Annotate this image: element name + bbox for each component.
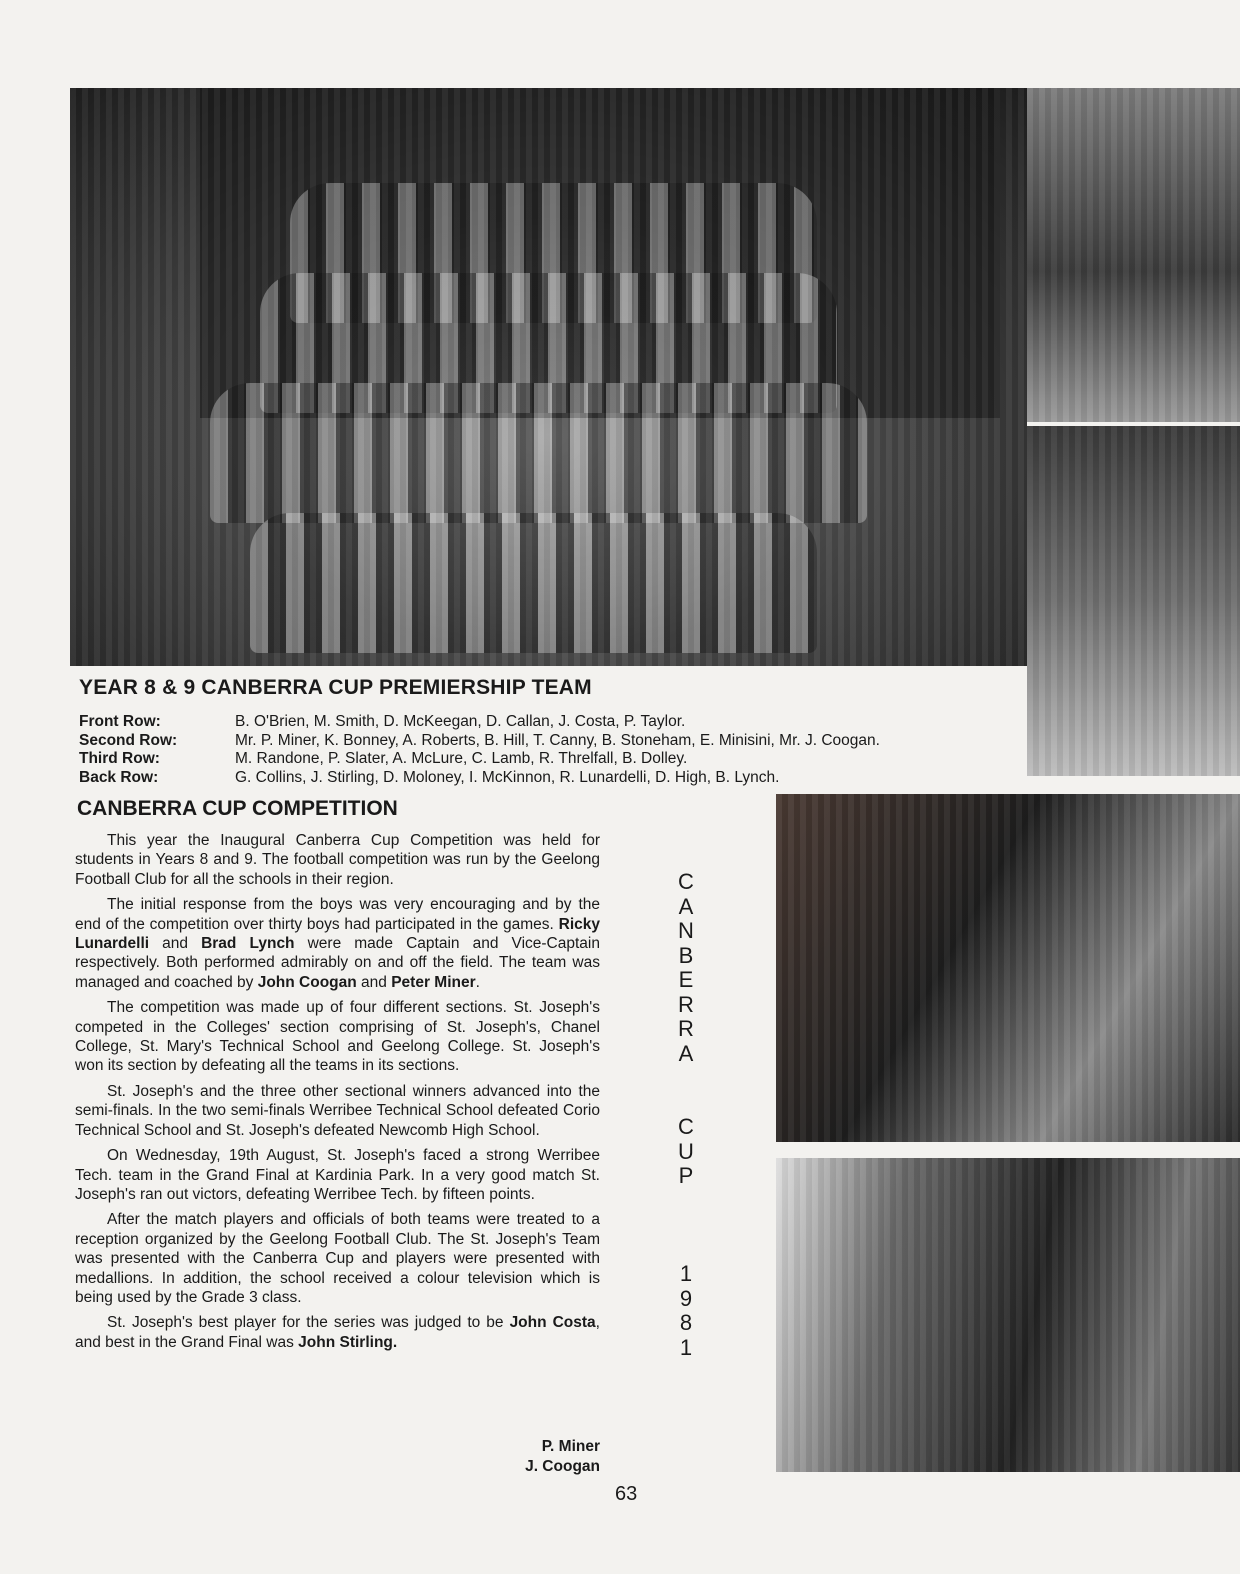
team-photo bbox=[70, 88, 1027, 666]
vertical-title bbox=[672, 870, 700, 1360]
row-label: Second Row: bbox=[79, 731, 178, 749]
title-letter: A bbox=[678, 893, 694, 919]
row-front bbox=[79, 713, 880, 732]
article-paragraph: On Wednesday, 19th August, St. Joseph's faced a strong Werribee Tech. team in the Grand Final at Kardinia Park. In a very good match St. Joseph's ran out victors, defeating Werribee Tech. by fifteen points. bbox=[75, 1147, 600, 1203]
page-number: 63 bbox=[615, 1483, 638, 1505]
row-names: B. O'Brien, M. Smith, D. McKeegan, D. Callan, J. Costa, P. Taylor. bbox=[235, 713, 686, 730]
row-names: Mr. P. Miner, K. Bonney, A. Roberts, B. Hill, T. Canny, B. Stoneham, E. Minisini, Mr. J. Coogan. bbox=[235, 731, 880, 749]
name-bold: Brad Lynch bbox=[201, 935, 295, 953]
article-heading: CANBERRA CUP COMPETITION bbox=[77, 797, 398, 820]
title-gap bbox=[672, 1091, 700, 1116]
title-letter: E bbox=[678, 967, 694, 992]
title-letter: N bbox=[678, 918, 694, 943]
row-third bbox=[79, 750, 880, 769]
crowd-photo-top bbox=[1027, 88, 1240, 422]
team-banner bbox=[200, 88, 1000, 418]
name-bold: John Costa bbox=[509, 1314, 596, 1332]
player-row-back bbox=[290, 183, 817, 323]
title-digit: 9 bbox=[679, 1285, 693, 1311]
author-name: P. Miner bbox=[541, 1438, 600, 1455]
title-letter: B bbox=[678, 942, 694, 968]
article-paragraph: After the match players and officials of both teams were treated to a reception organized by the Geelong Football Club. The St. Joseph's Team was presented with the Canberra Cup and players were presented with medallions. In addition, the school received a colour television which is being used by the Grade 3 class. bbox=[75, 1211, 600, 1306]
author-name: J. Coogan bbox=[525, 1457, 600, 1475]
text: St. Joseph's best player for the series was judged to be bbox=[107, 1314, 510, 1332]
row-label: Back Row: bbox=[79, 768, 159, 786]
article-paragraph: St. Joseph's and the three other sectional winners advanced into the semi-finals. In the two semi-finals Werribee Technical School defeated Corio Technical School and St. Joseph's defeated Newcomb High School. bbox=[75, 1082, 600, 1139]
title-letter: A bbox=[678, 1040, 694, 1066]
row-second bbox=[79, 732, 880, 751]
title-letter: R bbox=[678, 991, 694, 1017]
title-letter: R bbox=[678, 1016, 694, 1041]
team-rows-list bbox=[79, 713, 880, 787]
text: The initial response from the boys was very encouraging and by the end of the competition over thirty boys had participated in the games. bbox=[75, 896, 600, 933]
article-paragraph: The competition was made up of four different sections. St. Joseph's competed in the Colleges' section comprising of St. Joseph's, Chanel College, St. Mary's Technical School and Geelong College. St. Joseph's won its section by defeating all the teams in its sections. bbox=[75, 999, 600, 1075]
text: and bbox=[356, 973, 392, 991]
row-label: Third Row: bbox=[79, 750, 160, 767]
title-digit: 8 bbox=[679, 1310, 693, 1335]
row-label: Front Row: bbox=[79, 713, 161, 730]
title-letter: C bbox=[678, 1114, 694, 1139]
title-gap bbox=[672, 1213, 700, 1238]
article-paragraph: This year the Inaugural Canberra Cup Competition was held for students in Years 8 and 9. The football competition was run by the Geelong Football Club for all the schools in their region. bbox=[75, 832, 600, 888]
player-rows bbox=[170, 183, 967, 646]
article-paragraph bbox=[75, 895, 600, 992]
article-signoff bbox=[525, 1437, 600, 1476]
player-row-second bbox=[210, 383, 867, 523]
presentation-photo-trophy bbox=[776, 1158, 1240, 1472]
text: were made Captain and Vice-Captain respectively. Both performed admirably on and off the field. The team was managed and coached by bbox=[75, 935, 600, 991]
article-body bbox=[75, 831, 600, 1358]
row-back bbox=[79, 769, 880, 788]
title-letter: C bbox=[678, 869, 694, 894]
text: and bbox=[149, 935, 202, 953]
title-gap bbox=[672, 1189, 700, 1214]
title-letter: U bbox=[678, 1138, 694, 1164]
title-digit: 1 bbox=[679, 1334, 693, 1360]
player-row-front bbox=[250, 513, 817, 653]
player-row-third bbox=[260, 273, 837, 413]
text: . bbox=[475, 973, 480, 991]
title-gap bbox=[672, 1066, 700, 1091]
name-bold: John Stirling. bbox=[298, 1333, 398, 1351]
crowd-photo-middle bbox=[1027, 426, 1240, 776]
presentation-photo-handshake bbox=[776, 794, 1240, 1142]
name-bold: Peter Miner bbox=[391, 973, 476, 991]
name-bold: Ricky Lunardelli bbox=[75, 915, 600, 953]
title-letter: P bbox=[678, 1163, 694, 1188]
title-gap bbox=[672, 1238, 700, 1263]
row-names: G. Collins, J. Stirling, D. Moloney, I. McKinnon, R. Lunardelli, D. High, B. Lynch. bbox=[235, 768, 780, 786]
row-names: M. Randone, P. Slater, A. McLure, C. Lamb, R. Threlfall, B. Dolley. bbox=[235, 750, 688, 767]
text: , and best in the Grand Final was bbox=[75, 1314, 600, 1351]
team-caption-title: YEAR 8 & 9 CANBERRA CUP PREMIERSHIP TEAM bbox=[79, 676, 592, 699]
article-paragraph bbox=[75, 1313, 600, 1352]
name-bold: John Coogan bbox=[257, 973, 357, 991]
title-digit: 1 bbox=[679, 1261, 693, 1286]
